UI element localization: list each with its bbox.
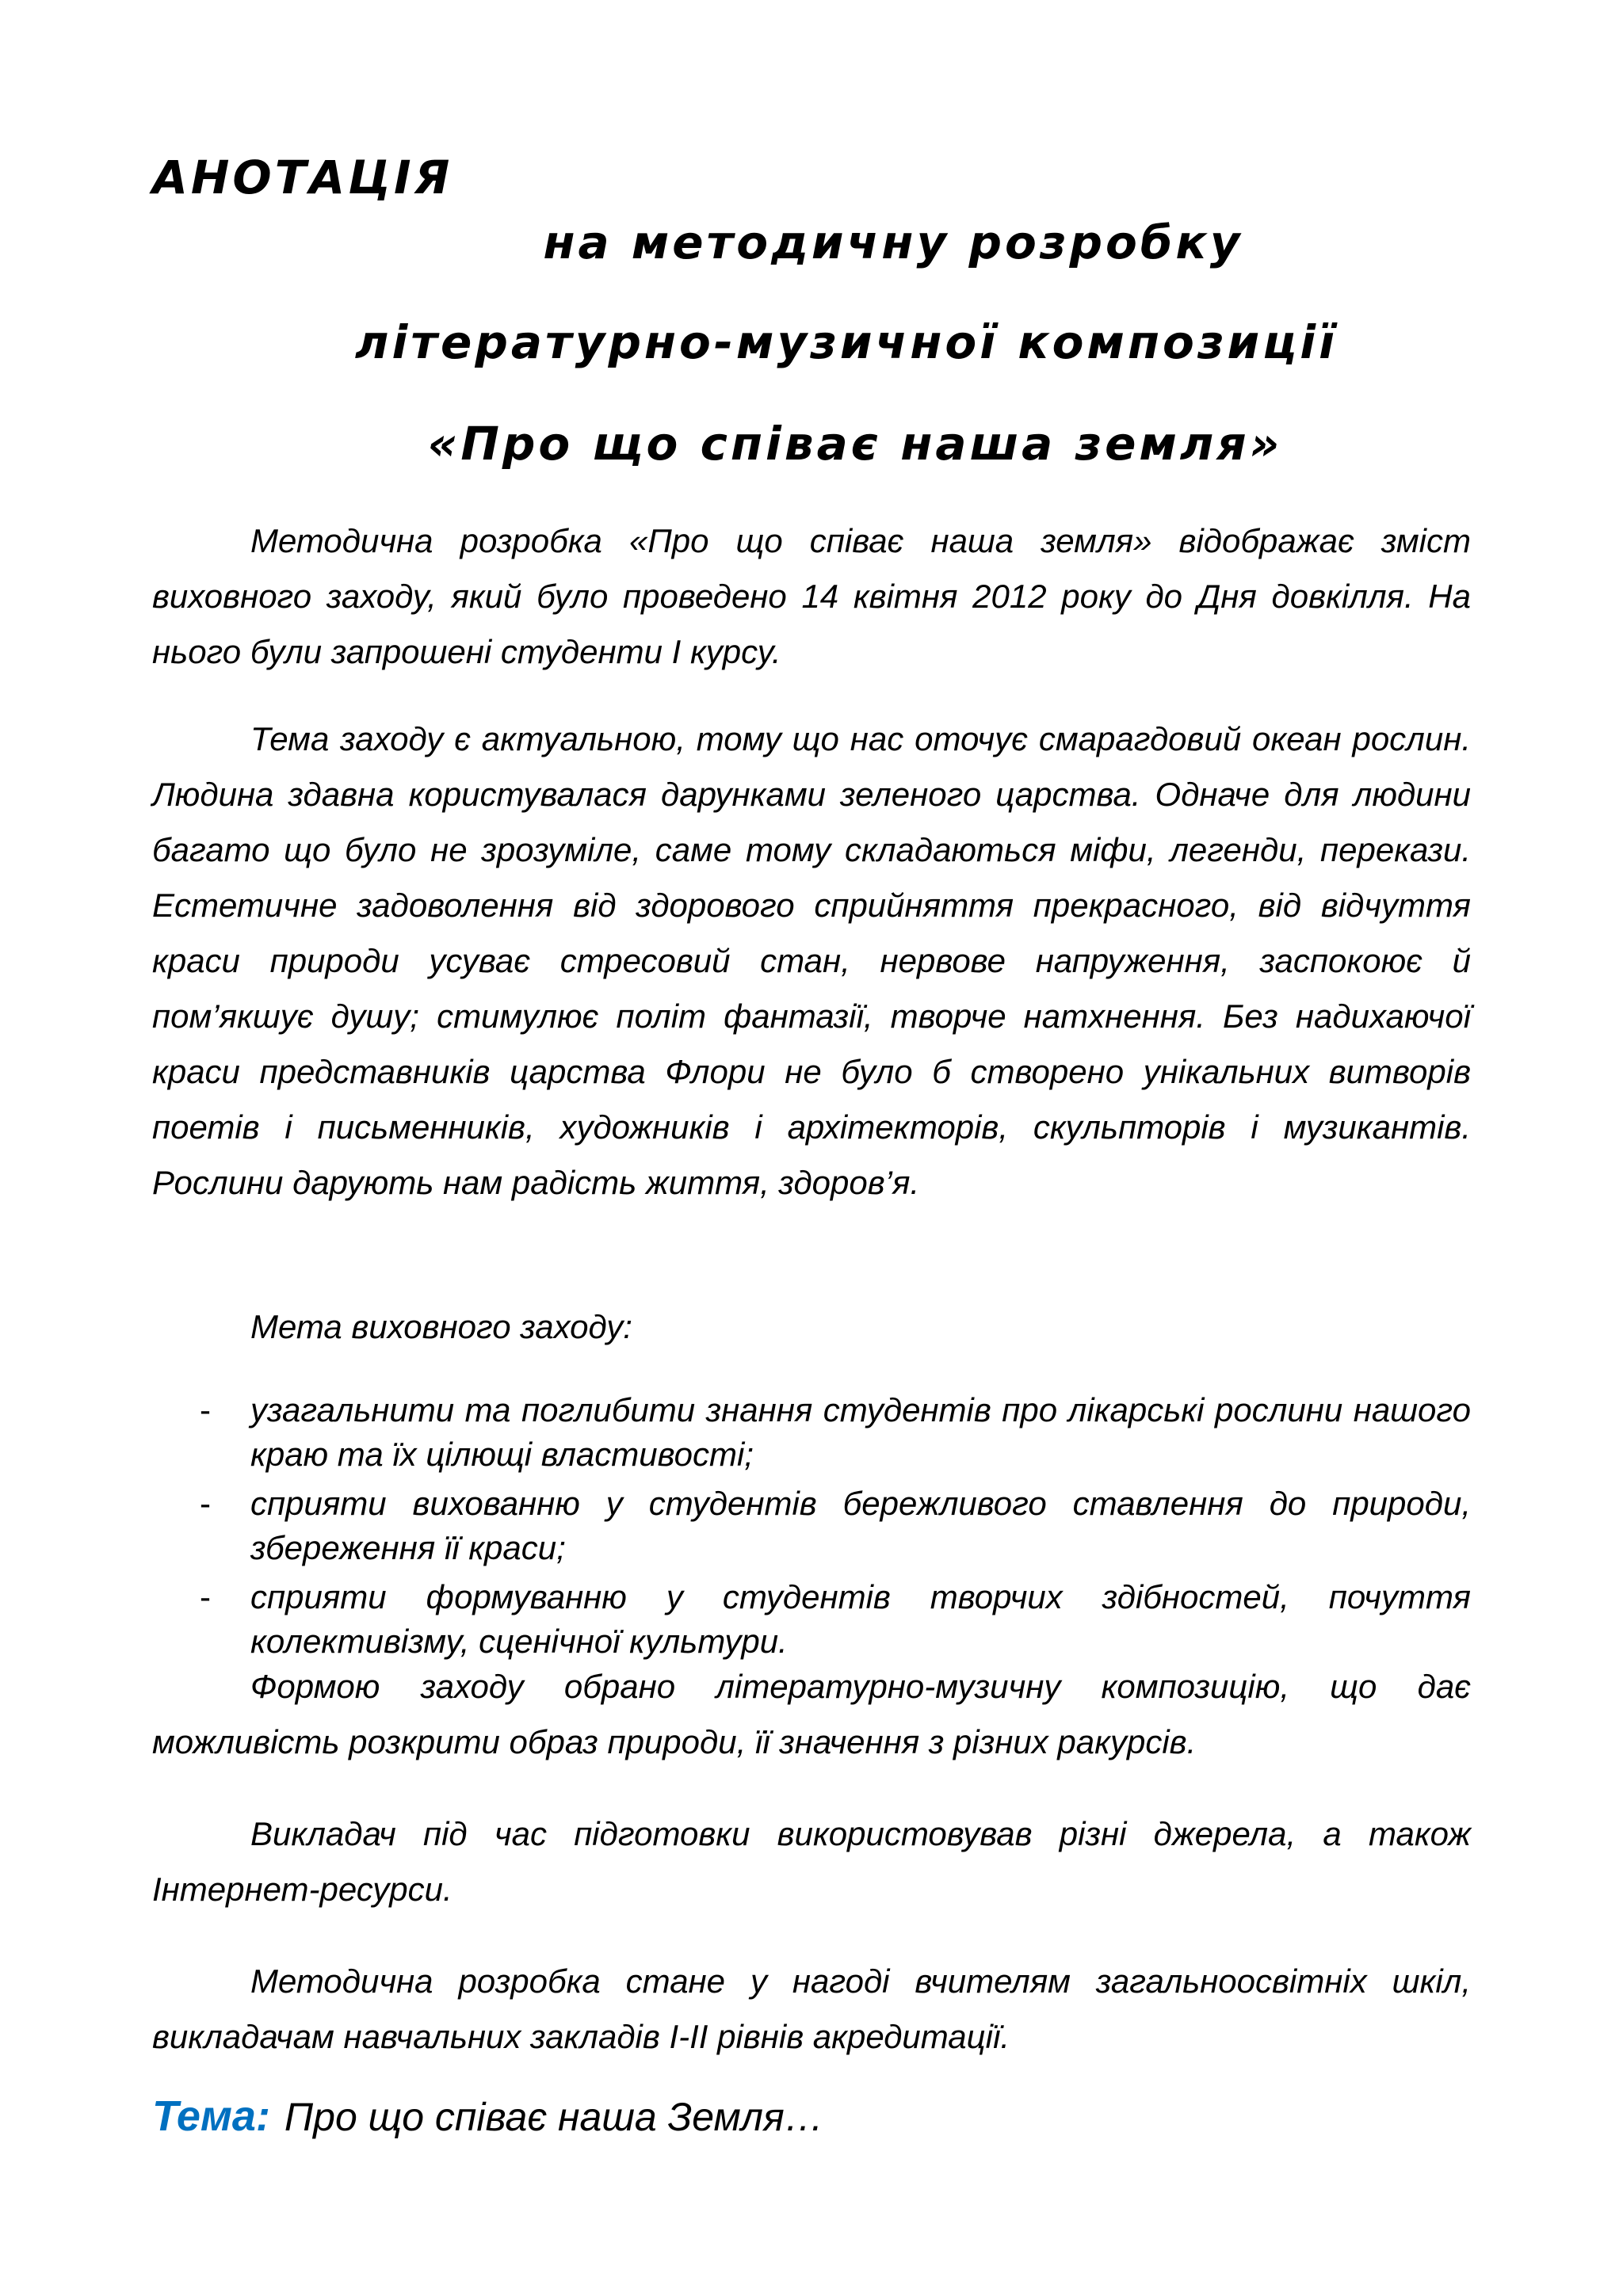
paragraph-usefulness: Методична розробка стане у нагоді вчителям загальноосвітніх шкіл, викладачам навчальних закладів І-ІІ рівнів акредитації.: [152, 1962, 1471, 2055]
paragraph-form: Формою заходу обрано літературно-музичну композицію, що дає можливість розкрити образ природи, її значення з різних ракурсів.: [152, 1668, 1471, 1760]
list-item: [152, 1388, 1471, 1477]
goal-text: сприяти вихованню у студентів бережливого ставлення до природи, збереження її краси;: [250, 1485, 1471, 1566]
bullet-dash: -: [200, 1485, 211, 1522]
list-item: [152, 1575, 1471, 1664]
theme-value: Про що співає наша Земля…: [284, 2095, 824, 2139]
subtitle-line-1: на методичну розробку: [543, 215, 1243, 269]
goal-text: узагальнити та поглибити знання студентів про лікарські рослини нашого краю та їх цілющі властивості;: [250, 1391, 1471, 1473]
paragraph-intro: Методична розробка «Про що співає наша земля» відображає зміст виховного заходу, який було проведено 14 квітня 2012 року до Дня довкілля. На нього були запрошені студенти І курсу.: [152, 522, 1471, 670]
goals-list: [152, 1388, 1471, 1669]
list-item: [152, 1482, 1471, 1570]
goal-text: сприяти формуванню у студентів творчих здібностей, почуття колективізму, сценічної культури.: [250, 1578, 1471, 1660]
subtitle-line-3: «Про що співає наша земля»: [427, 417, 1283, 471]
paragraph-goal-heading: Мета виховного заходу:: [250, 1308, 632, 1345]
paragraph-sources: Викладач під час підготовки використовував різні джерела, а також Інтернет-ресурси.: [152, 1815, 1471, 1908]
bullet-dash: -: [200, 1578, 211, 1615]
subtitle-line-2: літературно-музичної композиції: [355, 315, 1338, 369]
paragraph-topic: Тема заходу є актуальною, тому що нас оточує смарагдовий океан рослин. Людина здавна користувалася дарунками зеленого царства. Одначе для людини багато що було не зрозуміле, саме тому складаються міфи, легенди, перекази. Естетичне задоволення від здорового сприйняття прекрасного, від відчуття краси природи усуває стресовий стан, нервове напруження, заспокоює й пом’якшує душу; стимулює політ фантазії, творче натхнення. Без надихаючої краси представників царства Флори не було б створено унікальних витворів поетів і письменників, художників і архітекторів, скульпторів і музикантів. Рослини дарують нам радість життя, здоров’я.: [152, 720, 1471, 1201]
bullet-dash: -: [200, 1391, 211, 1428]
annotation-title: АНОТАЦІЯ: [152, 151, 453, 204]
theme-line: [152, 2092, 824, 2141]
theme-label: Тема:: [152, 2092, 270, 2140]
